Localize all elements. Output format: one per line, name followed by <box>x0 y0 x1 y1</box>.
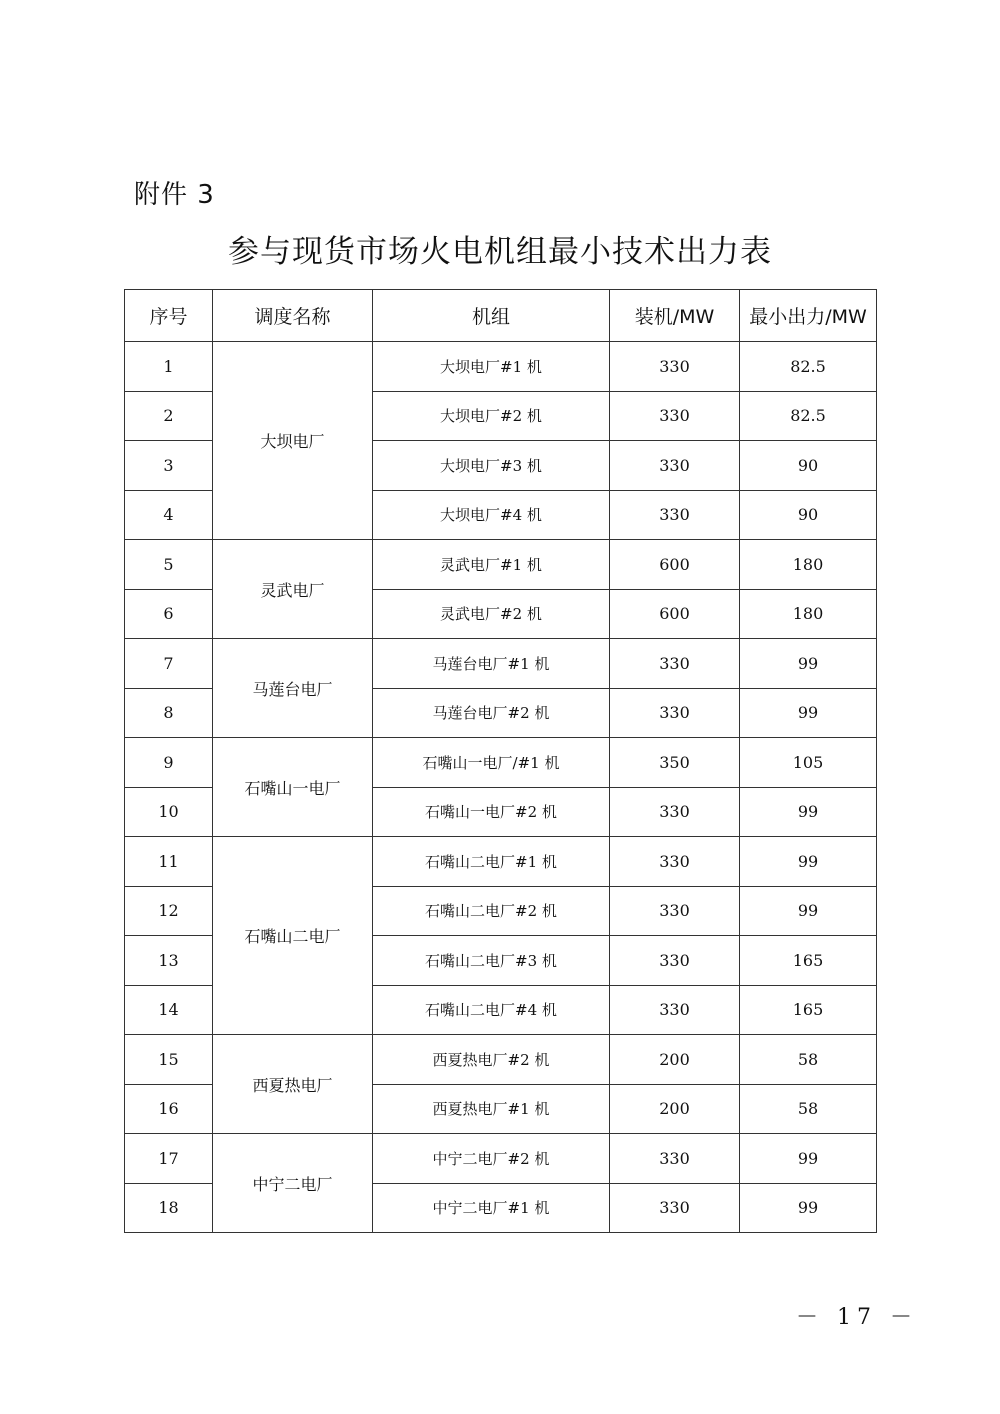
capacity-value: 330 <box>610 391 740 441</box>
header-capacity: 装机/MW <box>610 290 740 342</box>
row-number: 5 <box>125 540 213 590</box>
unit-name: 石嘴山二电厂#1 机 <box>373 837 610 887</box>
attachment-label: 附件 3 <box>134 180 215 210</box>
header-plant: 调度名称 <box>213 290 373 342</box>
min-output-value: 99 <box>740 787 877 837</box>
min-output-value: 105 <box>740 738 877 788</box>
row-number: 8 <box>125 688 213 738</box>
min-output-value: 90 <box>740 490 877 540</box>
row-number: 3 <box>125 441 213 491</box>
unit-name: 西夏热电厂#1 机 <box>373 1084 610 1134</box>
row-number: 15 <box>125 1035 213 1085</box>
unit-name: 马莲台电厂#2 机 <box>373 688 610 738</box>
min-output-value: 90 <box>740 441 877 491</box>
min-output-value: 99 <box>740 1134 877 1184</box>
min-output-value: 82.5 <box>740 391 877 441</box>
table-row <box>125 639 877 689</box>
capacity-value: 200 <box>610 1035 740 1085</box>
table-row <box>125 1134 877 1184</box>
unit-name: 西夏热电厂#2 机 <box>373 1035 610 1085</box>
min-output-value: 99 <box>740 886 877 936</box>
header-unit: 机组 <box>373 290 610 342</box>
capacity-value: 330 <box>610 688 740 738</box>
unit-name: 中宁二电厂#1 机 <box>373 1183 610 1233</box>
row-number: 4 <box>125 490 213 540</box>
unit-name: 灵武电厂#1 机 <box>373 540 610 590</box>
plant-name: 灵武电厂 <box>213 540 373 639</box>
min-output-value: 180 <box>740 540 877 590</box>
row-number: 1 <box>125 342 213 392</box>
unit-name: 大坝电厂#1 机 <box>373 342 610 392</box>
capacity-value: 330 <box>610 1134 740 1184</box>
row-number: 17 <box>125 1134 213 1184</box>
capacity-value: 330 <box>610 886 740 936</box>
min-output-value: 180 <box>740 589 877 639</box>
row-number: 2 <box>125 391 213 441</box>
table-row <box>125 837 877 887</box>
min-output-value: 99 <box>740 837 877 887</box>
row-number: 12 <box>125 886 213 936</box>
table-row <box>125 342 877 392</box>
capacity-value: 330 <box>610 936 740 986</box>
min-output-value: 99 <box>740 639 877 689</box>
table-row <box>125 540 877 590</box>
plant-name: 石嘴山二电厂 <box>213 837 373 1035</box>
table-row <box>125 1035 877 1085</box>
unit-name: 石嘴山二电厂#4 机 <box>373 985 610 1035</box>
row-number: 14 <box>125 985 213 1035</box>
page-title: 参与现货市场火电机组最小技术出力表 <box>228 234 772 270</box>
unit-name: 石嘴山一电厂#2 机 <box>373 787 610 837</box>
unit-name: 大坝电厂#4 机 <box>373 490 610 540</box>
row-number: 13 <box>125 936 213 986</box>
capacity-value: 600 <box>610 589 740 639</box>
min-output-value: 58 <box>740 1035 877 1085</box>
capacity-value: 330 <box>610 787 740 837</box>
unit-name: 石嘴山一电厂/#1 机 <box>373 738 610 788</box>
unit-name: 石嘴山二电厂#2 机 <box>373 886 610 936</box>
unit-name: 中宁二电厂#2 机 <box>373 1134 610 1184</box>
min-output-value: 165 <box>740 936 877 986</box>
header-min-output: 最小出力/MW <box>740 290 877 342</box>
min-output-value: 58 <box>740 1084 877 1134</box>
table-row <box>125 738 877 788</box>
row-number: 11 <box>125 837 213 887</box>
plant-name: 西夏热电厂 <box>213 1035 373 1134</box>
plant-name: 中宁二电厂 <box>213 1134 373 1233</box>
table-body <box>125 342 877 1233</box>
min-output-value: 99 <box>740 1183 877 1233</box>
unit-output-table <box>124 289 877 1233</box>
min-output-value: 165 <box>740 985 877 1035</box>
capacity-value: 330 <box>610 985 740 1035</box>
row-number: 6 <box>125 589 213 639</box>
capacity-value: 600 <box>610 540 740 590</box>
plant-name: 大坝电厂 <box>213 342 373 540</box>
capacity-value: 200 <box>610 1084 740 1134</box>
plant-name: 石嘴山一电厂 <box>213 738 373 837</box>
unit-name: 石嘴山二电厂#3 机 <box>373 936 610 986</box>
capacity-value: 330 <box>610 639 740 689</box>
min-output-value: 82.5 <box>740 342 877 392</box>
capacity-value: 350 <box>610 738 740 788</box>
table-header-row <box>125 290 877 342</box>
unit-name: 马莲台电厂#1 机 <box>373 639 610 689</box>
unit-name: 大坝电厂#2 机 <box>373 391 610 441</box>
plant-name: 马莲台电厂 <box>213 639 373 738</box>
unit-name: 灵武电厂#2 机 <box>373 589 610 639</box>
capacity-value: 330 <box>610 1183 740 1233</box>
row-number: 9 <box>125 738 213 788</box>
unit-name: 大坝电厂#3 机 <box>373 441 610 491</box>
row-number: 16 <box>125 1084 213 1134</box>
page-number: － 17 － <box>796 1305 918 1330</box>
min-output-value: 99 <box>740 688 877 738</box>
row-number: 10 <box>125 787 213 837</box>
capacity-value: 330 <box>610 490 740 540</box>
capacity-value: 330 <box>610 342 740 392</box>
row-number: 18 <box>125 1183 213 1233</box>
capacity-value: 330 <box>610 441 740 491</box>
header-no: 序号 <box>125 290 213 342</box>
capacity-value: 330 <box>610 837 740 887</box>
row-number: 7 <box>125 639 213 689</box>
